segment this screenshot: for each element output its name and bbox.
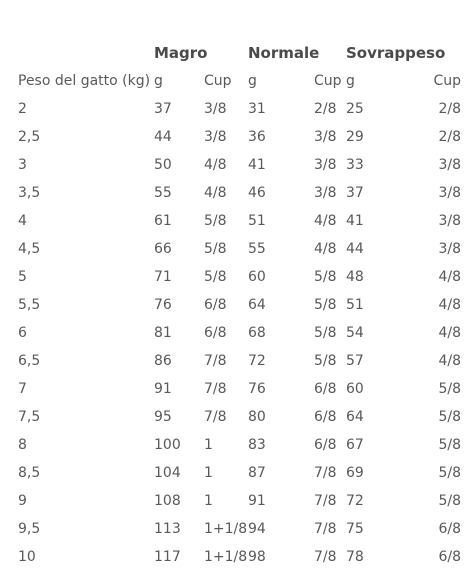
table-cell-weight: 5	[18, 269, 27, 285]
table-cell-weight: 3	[18, 157, 27, 173]
table-cell-normale-g: 51	[248, 213, 266, 229]
table-cell-normale-cup: 5/8	[314, 325, 337, 341]
table-row	[0, 238, 475, 260]
table-cell-normale-cup: 2/8	[314, 101, 337, 117]
table-cell-normale-g: 55	[248, 241, 266, 257]
table-cell-normale-g: 46	[248, 185, 266, 201]
table-cell-magro-g: 100	[154, 437, 181, 453]
table-cell-sovrappeso-g: 33	[346, 157, 364, 173]
table-cell-magro-cup: 7/8	[204, 353, 227, 369]
table-cell-sovrappeso-cup: 5/8	[438, 409, 461, 425]
table-cell-magro-cup: 3/8	[204, 129, 227, 145]
table-cell-magro-g: 66	[154, 241, 172, 257]
table-cell-normale-cup: 3/8	[314, 157, 337, 173]
table-cell-weight: 6,5	[18, 353, 41, 369]
table-cell-magro-g: 37	[154, 101, 172, 117]
table-cell-normale-cup: 5/8	[314, 297, 337, 313]
table-cell-normale-g: 64	[248, 297, 266, 313]
table-cell-magro-cup: 6/8	[204, 297, 227, 313]
table-cell-weight: 5,5	[18, 297, 41, 313]
table-cell-magro-g: 50	[154, 157, 172, 173]
table-cell-magro-cup: 1+1/8	[204, 549, 248, 565]
table-cell-sovrappeso-g: 60	[346, 381, 364, 397]
table-cell-normale-g: 68	[248, 325, 266, 341]
table-cell-sovrappeso-cup: 4/8	[438, 269, 461, 285]
table-cell-normale-cup: 3/8	[314, 185, 337, 201]
table-cell-magro-g: 55	[154, 185, 172, 201]
table-cell-sovrappeso-g: 37	[346, 185, 364, 201]
table-cell-normale-g: 36	[248, 129, 266, 145]
table-cell-normale-cup: 5/8	[314, 353, 337, 369]
table-cell-magro-cup: 5/8	[204, 241, 227, 257]
table-cell-sovrappeso-cup: 2/8	[438, 101, 461, 117]
group-header-sovrappeso: Sovrappeso	[346, 44, 446, 62]
table-row	[0, 294, 475, 316]
table-cell-sovrappeso-g: 64	[346, 409, 364, 425]
table-cell-sovrappeso-cup: 5/8	[438, 493, 461, 509]
table-cell-magro-cup: 4/8	[204, 185, 227, 201]
table-cell-magro-g: 61	[154, 213, 172, 229]
table-row	[0, 406, 475, 428]
column-header-sovrappeso-cup: Cup	[433, 73, 461, 89]
table-cell-weight: 2	[18, 101, 27, 117]
column-header-magro-g: g	[154, 73, 163, 89]
table-cell-normale-g: 41	[248, 157, 266, 173]
table-cell-sovrappeso-cup: 3/8	[438, 157, 461, 173]
table-cell-weight: 7,5	[18, 409, 41, 425]
table-cell-sovrappeso-g: 57	[346, 353, 364, 369]
table-cell-normale-cup: 3/8	[314, 129, 337, 145]
table-cell-magro-cup: 6/8	[204, 325, 227, 341]
table-row	[0, 462, 475, 484]
column-header-magro-cup: Cup	[204, 73, 232, 89]
table-cell-sovrappeso-g: 48	[346, 269, 364, 285]
table-row	[0, 266, 475, 288]
table-cell-sovrappeso-g: 51	[346, 297, 364, 313]
table-cell-sovrappeso-cup: 4/8	[438, 325, 461, 341]
table-row	[0, 350, 475, 372]
table-cell-sovrappeso-g: 54	[346, 325, 364, 341]
table-cell-magro-g: 86	[154, 353, 172, 369]
table-cell-magro-g: 81	[154, 325, 172, 341]
table-row	[0, 98, 475, 120]
table-cell-sovrappeso-cup: 2/8	[438, 129, 461, 145]
table-cell-weight: 6	[18, 325, 27, 341]
table-row	[0, 182, 475, 204]
table-row	[0, 126, 475, 148]
table-cell-normale-cup: 6/8	[314, 437, 337, 453]
table-cell-normale-g: 91	[248, 493, 266, 509]
table-cell-magro-cup: 1+1/8	[204, 521, 248, 537]
table-cell-normale-g: 83	[248, 437, 266, 453]
table-cell-magro-cup: 5/8	[204, 213, 227, 229]
table-cell-sovrappeso-cup: 4/8	[438, 353, 461, 369]
table-cell-normale-g: 31	[248, 101, 266, 117]
table-row	[0, 546, 475, 568]
table-cell-sovrappeso-g: 75	[346, 521, 364, 537]
table-cell-weight: 8,5	[18, 465, 41, 481]
table-cell-magro-cup: 4/8	[204, 157, 227, 173]
table-cell-magro-cup: 7/8	[204, 409, 227, 425]
table-row	[0, 154, 475, 176]
table-cell-magro-g: 113	[154, 521, 181, 537]
table-row	[0, 490, 475, 512]
table-cell-magro-cup: 1	[204, 437, 213, 453]
table-cell-normale-g: 80	[248, 409, 266, 425]
table-cell-weight: 8	[18, 437, 27, 453]
table-cell-sovrappeso-g: 44	[346, 241, 364, 257]
column-header-normale-g: g	[248, 73, 257, 89]
table-cell-magro-g: 108	[154, 493, 181, 509]
table-cell-magro-cup: 1	[204, 493, 213, 509]
table-cell-normale-cup: 7/8	[314, 549, 337, 565]
table-cell-normale-cup: 4/8	[314, 241, 337, 257]
table-cell-sovrappeso-cup: 3/8	[438, 213, 461, 229]
table-cell-magro-g: 76	[154, 297, 172, 313]
table-cell-magro-cup: 3/8	[204, 101, 227, 117]
table-cell-normale-cup: 7/8	[314, 493, 337, 509]
table-cell-magro-cup: 1	[204, 465, 213, 481]
table-cell-magro-cup: 5/8	[204, 269, 227, 285]
table-cell-magro-g: 44	[154, 129, 172, 145]
table-cell-sovrappeso-cup: 6/8	[438, 521, 461, 537]
table-cell-weight: 2,5	[18, 129, 41, 145]
table-cell-sovrappeso-cup: 3/8	[438, 241, 461, 257]
table-cell-sovrappeso-g: 69	[346, 465, 364, 481]
table-cell-normale-cup: 5/8	[314, 269, 337, 285]
table-cell-normale-g: 98	[248, 549, 266, 565]
table-cell-sovrappeso-cup: 4/8	[438, 297, 461, 313]
table-cell-sovrappeso-g: 67	[346, 437, 364, 453]
table-cell-weight: 7	[18, 381, 27, 397]
table-cell-normale-g: 76	[248, 381, 266, 397]
table-cell-normale-cup: 7/8	[314, 521, 337, 537]
table-row	[0, 322, 475, 344]
table-cell-normale-g: 87	[248, 465, 266, 481]
table-cell-weight: 9,5	[18, 521, 41, 537]
table-cell-sovrappeso-g: 78	[346, 549, 364, 565]
column-header-normale-cup: Cup	[314, 73, 342, 89]
table-cell-weight: 4,5	[18, 241, 41, 257]
group-header-normale: Normale	[248, 44, 320, 62]
table-cell-magro-g: 104	[154, 465, 181, 481]
table-cell-sovrappeso-cup: 6/8	[438, 549, 461, 565]
column-header-weight: Peso del gatto (kg)	[18, 73, 151, 89]
table-cell-normale-cup: 6/8	[314, 381, 337, 397]
table-row	[0, 378, 475, 400]
table-row	[0, 210, 475, 232]
table-cell-sovrappeso-cup: 3/8	[438, 185, 461, 201]
table-cell-magro-cup: 7/8	[204, 381, 227, 397]
table-cell-normale-g: 94	[248, 521, 266, 537]
table-cell-magro-g: 117	[154, 549, 181, 565]
table-cell-magro-g: 71	[154, 269, 172, 285]
table-cell-normale-cup: 4/8	[314, 213, 337, 229]
table-cell-magro-g: 95	[154, 409, 172, 425]
table-cell-weight: 9	[18, 493, 27, 509]
table-cell-weight: 10	[18, 549, 36, 565]
table-cell-normale-g: 60	[248, 269, 266, 285]
table-cell-weight: 3,5	[18, 185, 41, 201]
column-header-sovrappeso-g: g	[346, 73, 355, 89]
table-cell-normale-cup: 7/8	[314, 465, 337, 481]
table-cell-normale-cup: 6/8	[314, 409, 337, 425]
table-cell-weight: 4	[18, 213, 27, 229]
table-cell-sovrappeso-g: 41	[346, 213, 364, 229]
table-row	[0, 518, 475, 540]
table-cell-sovrappeso-cup: 5/8	[438, 465, 461, 481]
group-header-magro: Magro	[154, 44, 208, 62]
table-cell-sovrappeso-g: 29	[346, 129, 364, 145]
table-cell-sovrappeso-cup: 5/8	[438, 437, 461, 453]
table-cell-sovrappeso-cup: 5/8	[438, 381, 461, 397]
table-row	[0, 434, 475, 456]
table-cell-sovrappeso-g: 72	[346, 493, 364, 509]
table-cell-normale-g: 72	[248, 353, 266, 369]
column-header-row	[0, 70, 475, 92]
table-cell-sovrappeso-g: 25	[346, 101, 364, 117]
table-cell-magro-g: 91	[154, 381, 172, 397]
